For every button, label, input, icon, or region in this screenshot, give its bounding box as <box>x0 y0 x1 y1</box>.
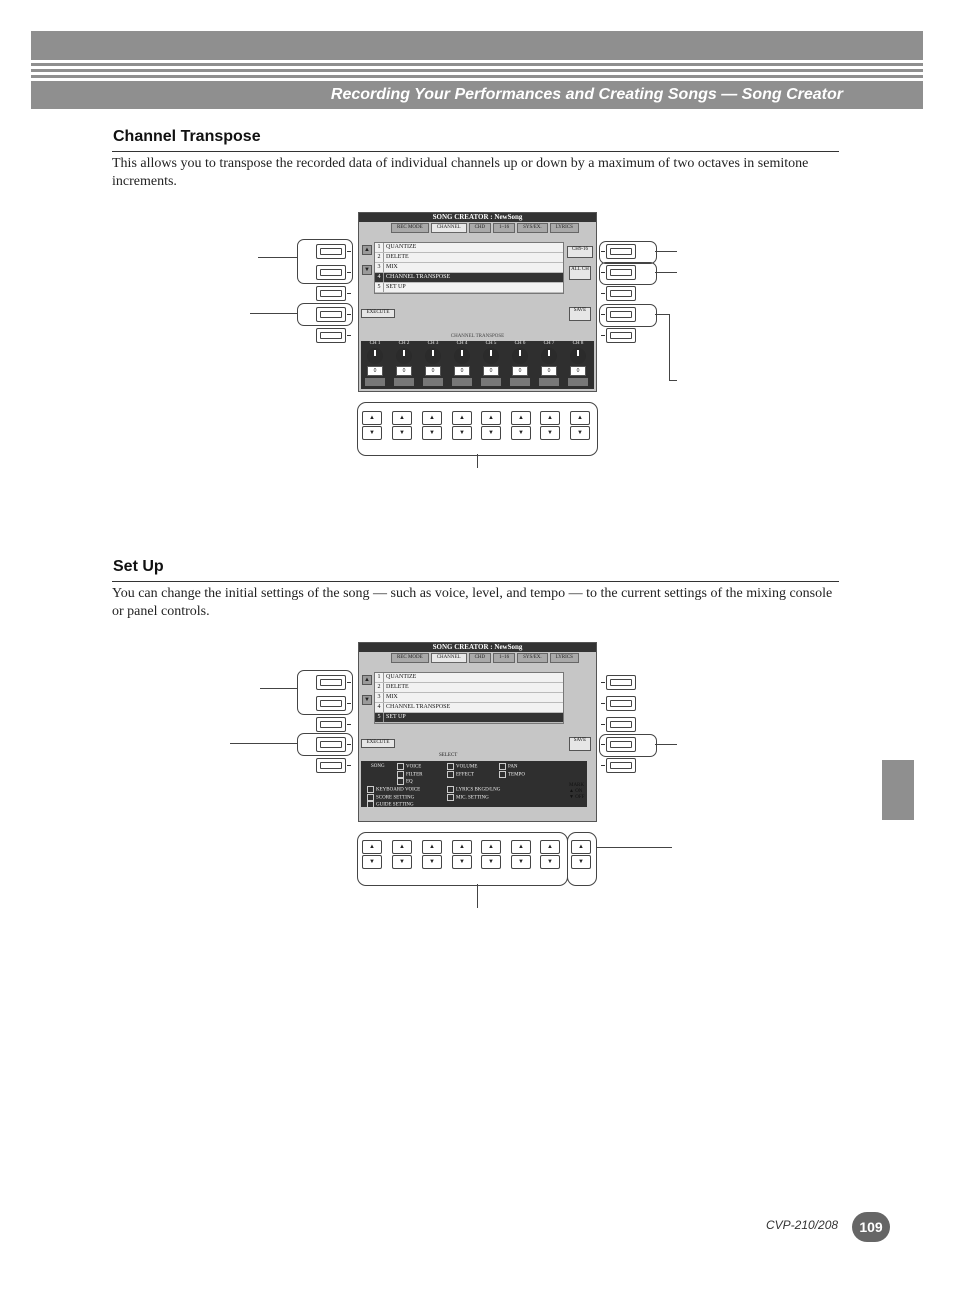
up-down-pair-6[interactable]: ▲ ▼ <box>511 411 529 441</box>
all-ch-button[interactable]: ALL CH <box>569 266 591 280</box>
screen-button-h[interactable] <box>606 286 636 301</box>
header-band-top <box>31 31 923 57</box>
menu-item-quantize[interactable]: 1 QUANTIZE <box>375 243 563 253</box>
knob-icon <box>425 348 441 364</box>
screen-button-h[interactable] <box>606 717 636 732</box>
screen-button-j[interactable] <box>606 758 636 773</box>
channel-8: CH 8 0 <box>566 341 590 387</box>
channel-3: CH 3 0 <box>421 341 445 387</box>
section-rule <box>112 151 839 152</box>
channel-4: CH 4 0 <box>450 341 474 387</box>
tab-channel[interactable]: CHANNEL <box>431 653 467 663</box>
page-header-title: Recording Your Performances and Creating Songs — Song Creator <box>330 86 843 103</box>
screen-button-i[interactable] <box>606 307 636 322</box>
menu-item-quantize[interactable]: 1 QUANTIZE <box>375 673 563 683</box>
down-arrow-icon[interactable]: ▼ <box>362 695 372 705</box>
screen-tabs <box>391 223 579 233</box>
screen-button-j[interactable] <box>606 328 636 343</box>
tab-lyrics[interactable]: LYRICS <box>550 223 579 233</box>
option-score-setting[interactable]: SCORE SETTING <box>367 794 420 802</box>
leader-line <box>250 313 297 314</box>
screen-button-g[interactable] <box>606 696 636 711</box>
knob-icon <box>367 348 383 364</box>
transpose-section-label: CHANNEL TRANSPOSE <box>450 334 505 339</box>
screen-button-b[interactable] <box>316 265 346 280</box>
up-down-pair-8[interactable]: ▲ ▼ <box>570 411 588 441</box>
save-button[interactable]: SAVE <box>569 737 591 751</box>
tab-chd[interactable]: CHD <box>469 653 492 663</box>
option-effect[interactable]: EFFECT <box>447 771 477 779</box>
lcd-screen <box>358 212 597 392</box>
mark-label: MARK <box>569 783 585 788</box>
up-down-pair-8[interactable]: ▲ ▼ <box>571 840 589 870</box>
option-pan[interactable]: PAN <box>499 763 525 771</box>
up-down-pair-2[interactable]: ▲ ▼ <box>392 840 410 870</box>
channel-2: CH 2 0 <box>392 341 416 387</box>
option-volume[interactable]: VOLUME <box>447 763 477 771</box>
section-body-channel-transpose: This allows you to transpose the recorded data of individual channels up or down by a maximum of two octaves in semitone increments. <box>112 156 809 189</box>
tab-1-16[interactable]: 1–16 <box>493 223 515 233</box>
knob-icon <box>570 348 586 364</box>
option-eq[interactable]: EQ <box>397 778 422 786</box>
screen-button-d[interactable] <box>316 737 346 752</box>
options-col2 <box>447 763 477 778</box>
on-label: ▲ ON <box>569 789 583 794</box>
up-arrow-icon[interactable]: ▲ <box>362 675 372 685</box>
option-filter[interactable]: FILTER <box>397 771 422 779</box>
menu-item-channel-transpose[interactable]: 4 CHANNEL TRANSPOSE <box>375 703 563 713</box>
channel-5: CH 5 0 <box>479 341 503 387</box>
execute-button[interactable]: EXECUTE <box>361 309 395 318</box>
section-rule <box>112 581 839 582</box>
tab-sys-ex[interactable]: SYS/EX. <box>517 653 547 663</box>
ch-range-button[interactable]: CH9-16 <box>567 246 593 258</box>
channel-7: CH 7 0 <box>537 341 561 387</box>
option-mic-setting[interactable]: MIC. SETTING <box>447 794 500 802</box>
option-keyboard-voice[interactable]: KEYBOARD VOICE <box>367 786 420 794</box>
up-down-pair-7[interactable]: ▲ ▼ <box>540 411 558 441</box>
tab-sys-ex[interactable]: SYS/EX. <box>517 223 547 233</box>
screen-button-a[interactable] <box>316 244 346 259</box>
knob-icon <box>541 348 557 364</box>
header-stripes <box>31 57 923 83</box>
job-menu <box>374 672 564 724</box>
select-label: SELECT <box>439 753 458 758</box>
up-down-pair-3[interactable]: ▲ ▼ <box>422 840 440 870</box>
tab-rec-mode[interactable]: REC MODE <box>391 653 429 663</box>
knob-icon <box>483 348 499 364</box>
up-down-pair-5[interactable]: ▲ ▼ <box>481 840 499 870</box>
header-bar <box>31 83 923 109</box>
up-down-pair-4[interactable]: ▲ ▼ <box>452 411 470 441</box>
menu-item-mix[interactable]: 3 MIX <box>375 693 563 703</box>
up-down-pair-1[interactable]: ▲ ▼ <box>362 411 380 441</box>
set-up-options <box>361 761 587 807</box>
options-col1 <box>397 763 422 786</box>
menu-item-delete[interactable]: 2 DELETE <box>375 253 563 263</box>
screen-button-b[interactable] <box>316 696 346 711</box>
screen-button-a[interactable] <box>316 675 346 690</box>
up-down-pair-6[interactable]: ▲ ▼ <box>511 840 529 870</box>
options-col3 <box>499 763 525 778</box>
options-row2-col2 <box>447 786 500 801</box>
set-up-figure <box>300 642 680 912</box>
page-number: 109 <box>852 1212 890 1242</box>
up-down-pair-5[interactable]: ▲ ▼ <box>481 411 499 441</box>
menu-item-set-up[interactable]: 5 SET UP <box>375 283 563 293</box>
screen-button-c[interactable] <box>316 286 346 301</box>
screen-button-e[interactable] <box>316 328 346 343</box>
screen-button-f[interactable] <box>606 675 636 690</box>
menu-item-set-up[interactable]: 5 SET UP <box>375 713 563 723</box>
job-menu <box>374 242 564 294</box>
tab-rec-mode[interactable]: REC MODE <box>391 223 429 233</box>
menu-item-delete[interactable]: 2 DELETE <box>375 683 563 693</box>
up-down-pair-4[interactable]: ▲ ▼ <box>452 840 470 870</box>
down-arrow-icon[interactable]: ▼ <box>362 265 372 275</box>
song-label: SONG <box>371 764 385 769</box>
knob-icon <box>512 348 528 364</box>
section-body-set-up: You can change the initial settings of the song — such as voice, level, and tempo — to the current settings of the mixing console or panel controls. <box>112 586 833 619</box>
up-down-pair-1[interactable]: ▲ ▼ <box>362 840 380 870</box>
chapter-thumb-tab <box>882 760 914 820</box>
screen-button-g[interactable] <box>606 265 636 280</box>
screen-title: SONG CREATOR : NewSong <box>359 213 596 222</box>
model-name: CVP-210/208 <box>766 1218 839 1232</box>
tab-chd[interactable]: CHD <box>469 223 492 233</box>
option-guide-setting[interactable]: GUIDE SETTING <box>367 801 420 809</box>
tab-channel[interactable]: CHANNEL <box>431 223 467 233</box>
lcd-screen <box>358 642 597 822</box>
section-title-set-up: Set Up <box>113 558 164 575</box>
section-title-channel-transpose: Channel Transpose <box>113 128 261 145</box>
screen-tabs <box>391 653 579 663</box>
channel-transpose-figure <box>300 212 680 462</box>
tab-lyrics[interactable]: LYRICS <box>550 653 579 663</box>
option-tempo[interactable]: TEMPO <box>499 771 525 779</box>
save-button[interactable]: SAVE <box>569 307 591 321</box>
up-down-pair-7[interactable]: ▲ ▼ <box>540 840 558 870</box>
screen-button-f[interactable] <box>606 244 636 259</box>
mark-legend <box>569 783 584 801</box>
screen-button-e[interactable] <box>316 758 346 773</box>
knob-icon <box>396 348 412 364</box>
menu-item-mix[interactable]: 3 MIX <box>375 263 563 273</box>
up-arrow-icon[interactable]: ▲ <box>362 245 372 255</box>
execute-button[interactable]: EXECUTE <box>361 739 395 748</box>
leader-line <box>258 257 297 258</box>
screen-title: SONG CREATOR : NewSong <box>359 643 596 652</box>
option-lyrics-bkgd[interactable]: LYRICS BKGD/LNG <box>447 786 500 794</box>
options-row2-col1 <box>367 786 420 809</box>
screen-button-d[interactable] <box>316 307 346 322</box>
channel-strip <box>361 341 594 389</box>
tab-1-16[interactable]: 1–16 <box>493 653 515 663</box>
channel-6: CH 6 0 <box>508 341 532 387</box>
screen-button-i[interactable] <box>606 737 636 752</box>
screen-button-c[interactable] <box>316 717 346 732</box>
off-label: ▼ OFF <box>569 795 585 800</box>
knob-icon <box>454 348 470 364</box>
up-down-pair-2[interactable]: ▲ ▼ <box>392 411 410 441</box>
up-down-pair-3[interactable]: ▲ ▼ <box>422 411 440 441</box>
menu-item-channel-transpose[interactable]: 4 CHANNEL TRANSPOSE <box>375 273 563 283</box>
option-voice[interactable]: VOICE <box>397 763 422 771</box>
channel-1: CH 1 0 <box>363 341 387 387</box>
